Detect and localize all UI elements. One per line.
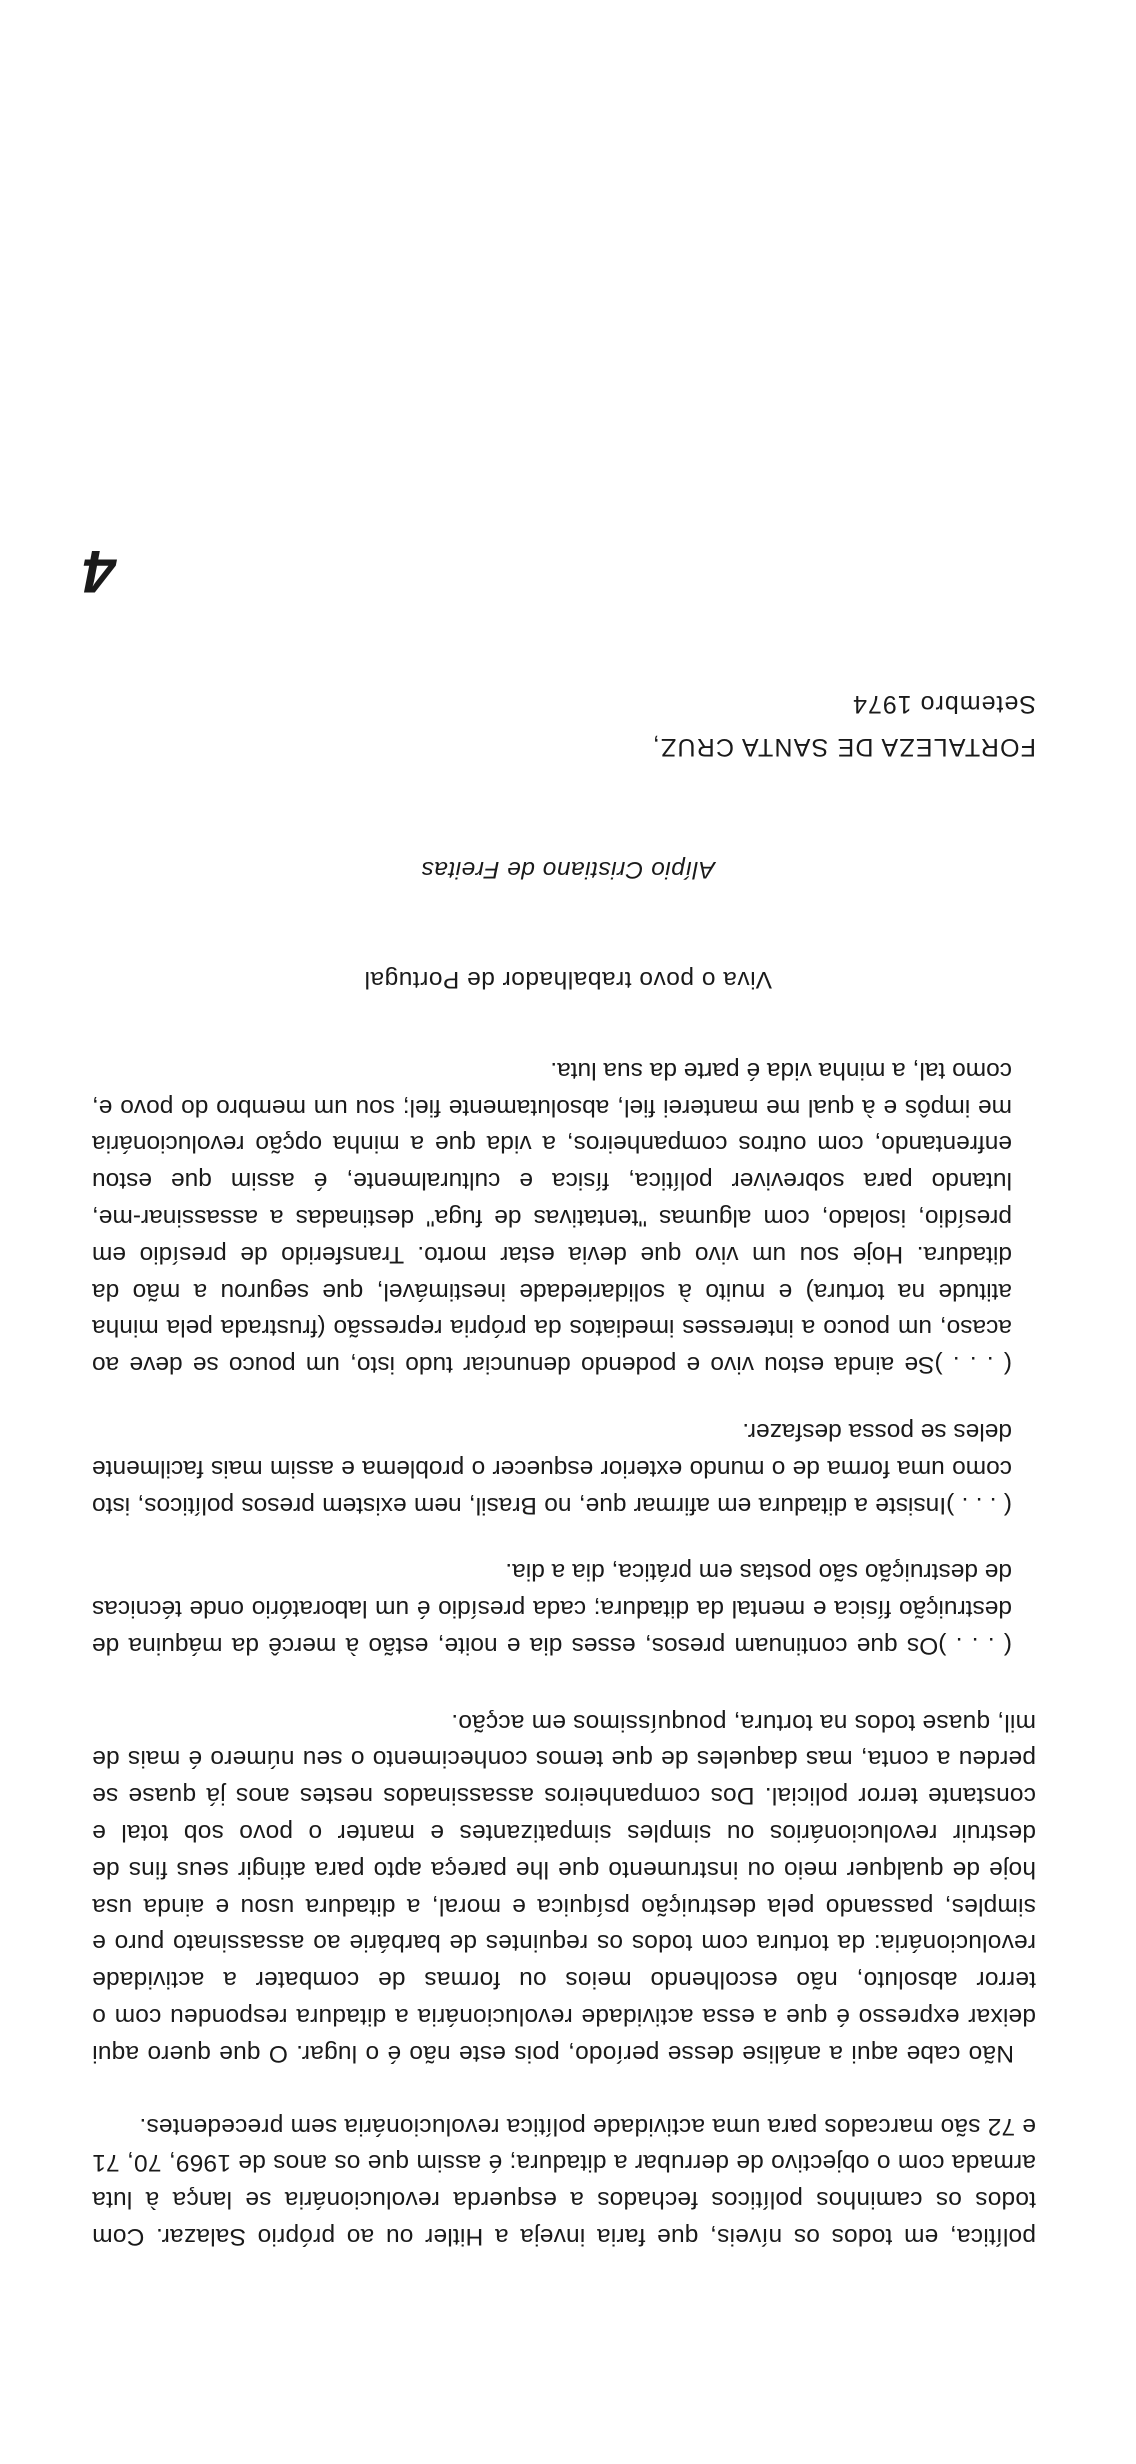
signature: Alípio Cristiano de Freitas <box>421 856 716 883</box>
page-number: 4 <box>82 538 116 605</box>
quote-prisoners: ( . . . )Os que continuam presos, esses dia e noite, estão à mercê da máquina de destruição física e mental da ditadura; cada presídio é um laboratório onde técnicas de destruição são postas em prática, dia a dia. <box>92 1558 1012 1659</box>
quote-denial: ( . . . )Insiste a ditadura em afirmar que, no Brasil, nem existem presos políticos, isto como uma forma de o mundo exterior esquecer o problema e assim mais facilmente deles se possa desfazer. <box>92 1418 1012 1519</box>
paragraph-terror: Não cabe aqui a análise desse período, pois este não é o lugar. O que quero aqui deixar expresso é que a essa actividade revolucionária a ditadura respondeu com o terror absoluto, não escolhendo meios ou formas de combater a actividade revolucionária: da tortura com todos os requintes de barbárie ao assassinato puro e simples, passando pela destruição psíquica e moral, a ditadura usou e ainda usa hoje de qualquer meio ou instrumento que lhe pareça apto para atingir seus fins de destruir revolucionários ou simples simpatizantes e manter o povo sob total e constante terror policial. Dos companheiros assassinados nestes anos já quase se perdeu a conta, mas daqueles de que temos conhecimento o seu número é mais de mil, quase todos na tortura, pouquíssimos em acção. <box>92 1708 1036 2067</box>
opening-fragment: política, em todos os níveis, que faria inveja a Hitler ou ao próprio Salazar. Com todos os caminhos políticos fechados a esquerda revolucionária se lança à luta armada com o objectivo de derrubar a ditadura; é assim que os anos de 1969, 70, 71 e 72 são marcados para uma actividade política revolucionária sem precedentes. <box>92 2112 1036 2250</box>
closing-line: Viva o povo trabalhador de Portugal <box>364 966 772 993</box>
place-line: FORTALEZA DE SANTA CRUZ, <box>651 733 1036 761</box>
quote-survival: ( . . . )Se ainda estou vivo e podendo denunciar tudo isto, um pouco se deve ao acaso, um pouco a interesses imediatos da própria repressão (frustrada pela minha atitude na tortura) e muito à solidariedade inestimável, que segurou a mão da ditadura. Hoje sou um vivo que devia estar morto. Transferido de presídio em presídio, isolado, com algumas "tentativas de fuga" destinadas a assassinar-me, lutando para sobreviver política, física e culturalmente, é assim que estou enfrentando, com outros companheiros, a vida que a minha opção revolucionária me impôs e à qual me manterei fiel, absolutamente fiel; sou um membro do povo e, como tal, a minha vida é parte da sua luta. <box>92 1056 1012 1379</box>
date-line: Setembro 1974 <box>852 690 1036 718</box>
